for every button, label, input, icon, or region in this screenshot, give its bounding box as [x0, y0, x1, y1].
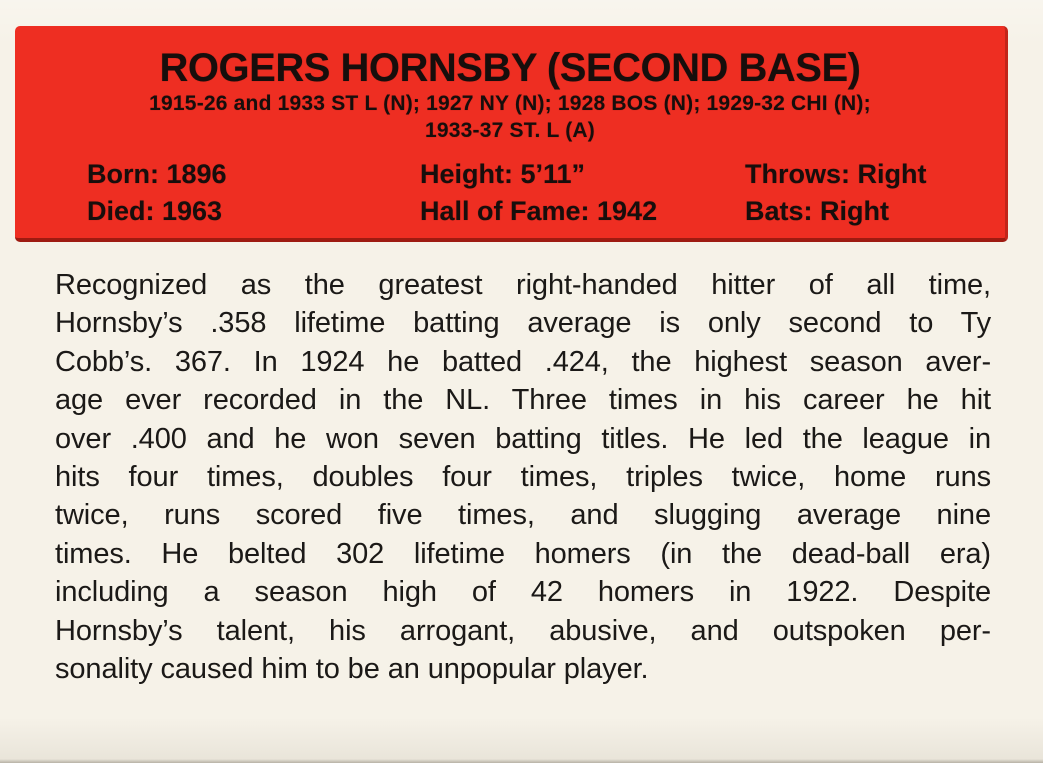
bio-line: sonality caused him to be an unpopular player. — [55, 653, 649, 686]
career-teams-line-2: 1933-37 ST. L (A) — [425, 119, 595, 142]
bio-line: Hornsby’s talent, his arrogant, abusive, and outspoken per- — [55, 614, 991, 647]
bio-line: over .400 and he won seven batting titles. He led the league in — [55, 422, 991, 455]
stats-grid — [15, 156, 1005, 230]
bio-line: hits four times, doubles four times, triples twice, home runs — [55, 461, 991, 494]
bio-line: age ever recorded in the NL. Three times in his career he hit — [55, 384, 991, 417]
stat-died: Died: 1963 — [87, 196, 223, 226]
bio-line: Cobb’s. 367. In 1924 he batted .424, the highest season aver- — [55, 345, 991, 378]
bio-paragraph — [55, 266, 991, 688]
bio-line: Recognized as the greatest right-handed hitter of all time, — [55, 269, 991, 301]
stats-column-height-hof — [420, 156, 745, 230]
stats-column-throws-bats — [745, 156, 926, 230]
stat-born: Born: 1896 — [87, 159, 227, 189]
bio-line: twice, runs scored five times, and slugging average nine — [55, 499, 991, 532]
header-panel — [15, 26, 1008, 242]
stat-bats: Bats: Right — [745, 196, 889, 226]
stat-height: Height: 5’11” — [420, 159, 586, 189]
career-teams-line-1: 1915-26 and 1933 ST L (N); 1927 NY (N); 1928 BOS (N); 1929-32 CHI (N); — [149, 92, 871, 115]
player-name-title: ROGERS HORNSBY (SECOND BASE) — [159, 46, 861, 90]
bio-line: including a season high of 42 homers in 1922. Despite — [55, 576, 991, 609]
stat-throws: Throws: Right — [745, 159, 927, 189]
bio-line: Hornsby’s .358 lifetime batting average is only second to Ty — [55, 307, 991, 340]
stat-hall-of-fame: Hall of Fame: 1942 — [420, 196, 658, 226]
stats-column-born-died — [87, 156, 420, 230]
bio-line: times. He belted 302 lifetime homers (in the dead-ball era) — [55, 537, 991, 570]
